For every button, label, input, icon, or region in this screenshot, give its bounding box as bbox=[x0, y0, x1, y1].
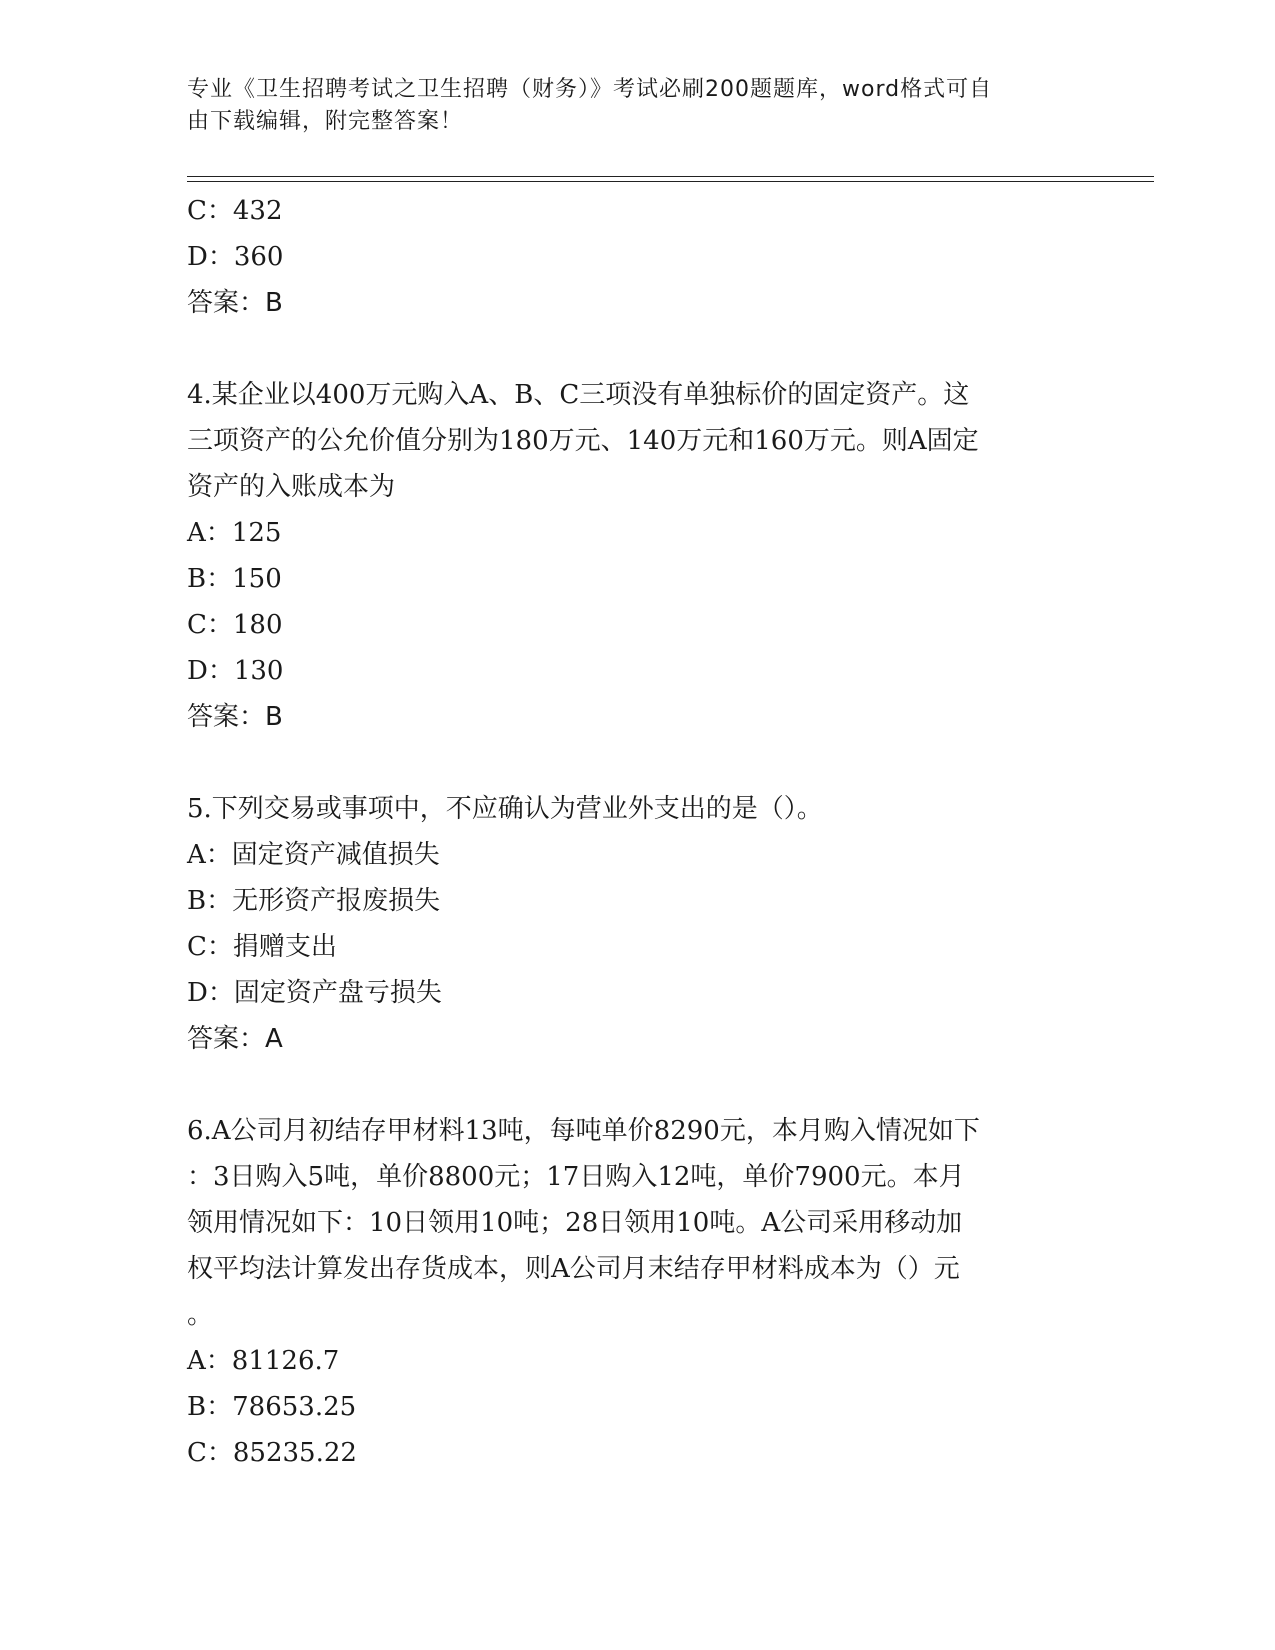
question-text-line: 资产的入账成本为 bbox=[187, 472, 396, 502]
question-text-line: 6.A公司月初结存甲材料13吨，每吨单价8290元，本月购入情况如下 bbox=[187, 1116, 980, 1146]
header-line-1: 专业《卫生招聘考试之卫生招聘（财务）》考试必刷200题题库，word格式可自 bbox=[187, 77, 993, 102]
option-a: A：125 bbox=[187, 518, 282, 548]
option-c: C：捐赠支出 bbox=[187, 932, 337, 962]
option-a: A：固定资产减值损失 bbox=[187, 840, 440, 870]
question-block-5 bbox=[187, 786, 1087, 1062]
header-divider-bottom bbox=[187, 181, 1154, 182]
answer-line: 答案：B bbox=[187, 288, 283, 318]
question-text-line: ：3日购入5吨，单价8800元；17日购入12吨，单价7900元。本月 bbox=[187, 1162, 965, 1192]
option-d: D：360 bbox=[187, 242, 284, 272]
option-c: C：180 bbox=[187, 610, 283, 640]
header-divider-top bbox=[187, 176, 1154, 177]
question-text-line: 权平均法计算发出存货成本，则A公司月末结存甲材料成本为（）元 bbox=[187, 1254, 960, 1284]
answer-line: 答案：A bbox=[187, 1024, 283, 1054]
question-content bbox=[187, 188, 1087, 1476]
option-c: C：85235.22 bbox=[187, 1438, 357, 1468]
spacer bbox=[187, 740, 1087, 786]
question-block-4 bbox=[187, 372, 1087, 740]
answer-line: 答案：B bbox=[187, 702, 283, 732]
option-d: D：130 bbox=[187, 656, 284, 686]
question-text-line: 。 bbox=[187, 1300, 214, 1330]
question-block-continued bbox=[187, 188, 1087, 326]
option-b: B：78653.25 bbox=[187, 1392, 357, 1422]
spacer bbox=[187, 1062, 1087, 1108]
question-block-6 bbox=[187, 1108, 1087, 1476]
question-text-line: 三项资产的公允价值分别为180万元、140万元和160万元。则A固定 bbox=[187, 426, 979, 456]
spacer bbox=[187, 326, 1087, 372]
option-b: B：150 bbox=[187, 564, 282, 594]
question-text-line: 5.下列交易或事项中，不应确认为营业外支出的是（）。 bbox=[187, 794, 823, 824]
question-text-line: 领用情况如下：10日领用10吨；28日领用10吨。A公司采用移动加 bbox=[187, 1208, 963, 1238]
option-a: A：81126.7 bbox=[187, 1346, 340, 1376]
question-text-line: 4.某企业以400万元购入A、B、C三项没有单独标价的固定资产。这 bbox=[187, 380, 970, 410]
header-line-2: 由下载编辑，附完整答案！ bbox=[187, 109, 464, 134]
option-d: D：固定资产盘亏损失 bbox=[187, 978, 442, 1008]
option-b: B：无形资产报废损失 bbox=[187, 886, 441, 916]
option-c: C：432 bbox=[187, 196, 283, 226]
document-header bbox=[187, 74, 1067, 138]
